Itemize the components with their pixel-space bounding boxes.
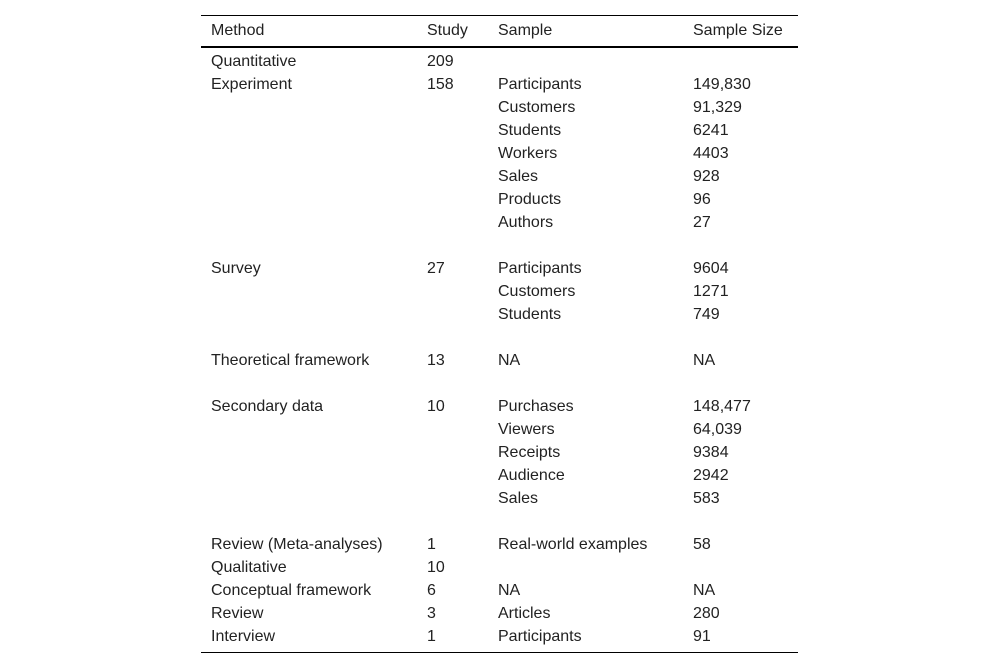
- cell-study: 209: [427, 52, 454, 70]
- table-header: [201, 16, 798, 48]
- cell-sample: Workers: [498, 144, 558, 162]
- header-sample-size: Sample Size: [693, 22, 783, 39]
- cell-study: [417, 464, 488, 487]
- cell-sample: Receipts: [498, 443, 561, 461]
- cell-sample: Purchases: [498, 397, 574, 415]
- cell-study: [417, 96, 488, 119]
- cell-sample-size: 1271: [693, 282, 729, 300]
- cell-method: Secondary data: [211, 397, 324, 415]
- cell-sample: Participants: [498, 627, 582, 645]
- cell-study: 10: [427, 397, 445, 415]
- cell-sample-size: [683, 47, 798, 73]
- cell-method: [201, 165, 417, 188]
- cell-study: [417, 119, 488, 142]
- cell-sample-size: 64,039: [693, 420, 742, 438]
- cell-sample-size: 58: [693, 535, 711, 553]
- table-row: [201, 47, 798, 73]
- table-row: [201, 142, 798, 165]
- table-row: [201, 556, 798, 579]
- cell-sample-size: 9384: [693, 443, 729, 461]
- cell-sample-size: 27: [693, 213, 711, 231]
- table-row: [201, 579, 798, 602]
- cell-sample: Sales: [498, 489, 539, 507]
- table-row: [201, 188, 798, 211]
- spacer-cell: [201, 510, 798, 533]
- cell-method: [201, 119, 417, 142]
- spacer-row: [201, 510, 798, 533]
- table-row: [201, 119, 798, 142]
- cell-sample-size: 2942: [693, 466, 729, 484]
- cell-method: Review (Meta-analyses): [211, 535, 383, 553]
- cell-study: [417, 441, 488, 464]
- cell-sample: Articles: [498, 604, 551, 622]
- cell-sample-size: 96: [693, 190, 711, 208]
- table-row: [201, 211, 798, 234]
- spacer-cell: [201, 372, 798, 395]
- cell-study: 158: [427, 75, 454, 93]
- cell-sample: Sales: [498, 167, 539, 185]
- cell-sample: Products: [498, 190, 562, 208]
- cell-study: [417, 211, 488, 234]
- cell-method: [201, 188, 417, 211]
- cell-sample: Participants: [498, 75, 582, 93]
- cell-sample: Customers: [498, 282, 576, 300]
- cell-sample: [488, 47, 683, 73]
- spacer-cell: [201, 326, 798, 349]
- cell-sample: Audience: [498, 466, 565, 484]
- cell-method: [201, 280, 417, 303]
- cell-sample: NA: [498, 581, 521, 599]
- cell-method: Quantitative: [211, 52, 297, 70]
- cell-sample: NA: [498, 351, 521, 369]
- table-row: [201, 165, 798, 188]
- cell-study: [417, 188, 488, 211]
- cell-method: [201, 487, 417, 510]
- header-sample: Sample: [498, 22, 553, 39]
- cell-method: [201, 418, 417, 441]
- cell-sample: Authors: [498, 213, 554, 231]
- cell-study: [417, 303, 488, 326]
- cell-sample: [488, 556, 683, 579]
- cell-sample-size: [683, 556, 798, 579]
- cell-sample-size: 928: [693, 167, 720, 185]
- cell-sample-size: 4403: [693, 144, 729, 162]
- cell-sample-size: 148,477: [693, 397, 751, 415]
- cell-study: [417, 280, 488, 303]
- cell-sample-size: 149,830: [693, 75, 751, 93]
- cell-study: 10: [427, 558, 445, 576]
- table-row: [201, 395, 798, 418]
- table-body: [201, 47, 798, 648]
- cell-method: [201, 441, 417, 464]
- table-bottom-rule: [201, 652, 798, 653]
- cell-sample: Viewers: [498, 420, 555, 438]
- cell-sample-size: 6241: [693, 121, 729, 139]
- cell-method: Review: [211, 604, 264, 622]
- table-row: [201, 96, 798, 119]
- spacer-row: [201, 234, 798, 257]
- table-row: [201, 487, 798, 510]
- cell-method: [201, 142, 417, 165]
- table-row: [201, 303, 798, 326]
- table-row: [201, 441, 798, 464]
- cell-method: Survey: [211, 259, 261, 277]
- table-row: [201, 602, 798, 625]
- method-summary-table: [201, 15, 798, 648]
- cell-method: Experiment: [211, 75, 292, 93]
- cell-method: Qualitative: [211, 558, 287, 576]
- cell-method: [201, 303, 417, 326]
- table-row: [201, 280, 798, 303]
- cell-study: 3: [427, 604, 436, 622]
- cell-method: Theoretical framework: [211, 351, 370, 369]
- table-row: [201, 73, 798, 96]
- table-row: [201, 418, 798, 441]
- cell-method: [201, 464, 417, 487]
- cell-study: [417, 165, 488, 188]
- cell-study: [417, 142, 488, 165]
- table-row: [201, 533, 798, 556]
- cell-sample-size: NA: [693, 351, 716, 369]
- cell-sample-size: 583: [693, 489, 720, 507]
- cell-study: 6: [427, 581, 436, 599]
- header-study: Study: [427, 22, 468, 39]
- table-row: [201, 625, 798, 648]
- cell-study: 13: [427, 351, 445, 369]
- cell-sample-size: 749: [693, 305, 720, 323]
- header-row: [201, 16, 798, 48]
- cell-study: [417, 487, 488, 510]
- spacer-cell: [201, 234, 798, 257]
- cell-study: 27: [427, 259, 445, 277]
- table-row: [201, 464, 798, 487]
- cell-sample-size: 9604: [693, 259, 729, 277]
- cell-sample: Students: [498, 305, 562, 323]
- cell-sample-size: 280: [693, 604, 720, 622]
- data-table-container: [201, 15, 798, 653]
- cell-sample: Real-world examples: [498, 535, 648, 553]
- cell-study: [417, 418, 488, 441]
- spacer-row: [201, 326, 798, 349]
- spacer-row: [201, 372, 798, 395]
- cell-sample: Students: [498, 121, 562, 139]
- table-row: [201, 257, 798, 280]
- cell-study: 1: [427, 535, 436, 553]
- cell-sample: Customers: [498, 98, 576, 116]
- cell-sample: Participants: [498, 259, 582, 277]
- cell-study: 1: [427, 627, 436, 645]
- cell-method: Conceptual framework: [211, 581, 372, 599]
- table-row: [201, 349, 798, 372]
- cell-sample-size: 91: [693, 627, 711, 645]
- cell-sample-size: NA: [693, 581, 716, 599]
- cell-method: Interview: [211, 627, 276, 645]
- header-method: Method: [211, 22, 265, 39]
- cell-method: [201, 211, 417, 234]
- cell-sample-size: 91,329: [693, 98, 742, 116]
- cell-method: [201, 96, 417, 119]
